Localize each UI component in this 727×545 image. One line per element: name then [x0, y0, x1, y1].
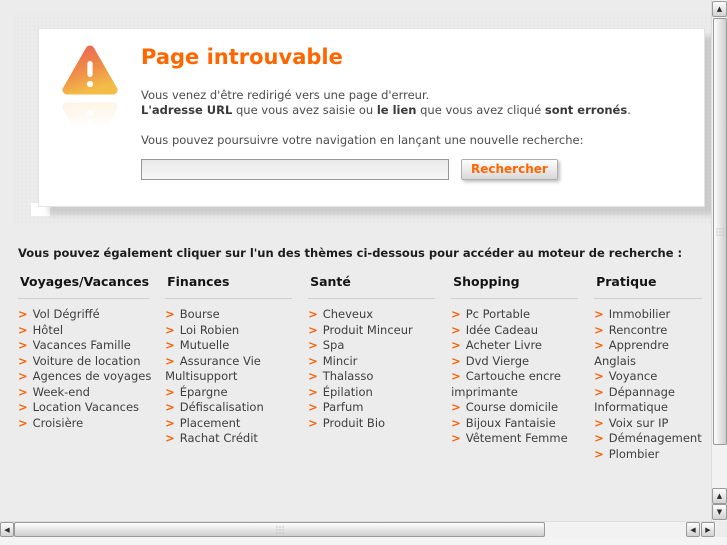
scrollbar-corner — [716, 521, 727, 537]
link-arrow-icon: > — [165, 322, 175, 337]
theme-link-label: Rencontre — [608, 322, 668, 337]
theme-link[interactable] — [308, 385, 441, 401]
warning-triangle-icon — [61, 44, 119, 144]
link-arrow-icon: > — [308, 415, 318, 430]
theme-link[interactable] — [18, 307, 155, 323]
theme-link-label: Spa — [322, 338, 345, 352]
bottom-strip — [0, 537, 727, 545]
reason-text-1: que vous avez saisie ou — [232, 103, 377, 117]
error-card — [38, 28, 705, 207]
vertical-scrollbar-thumb[interactable] — [713, 18, 727, 445]
theme-link[interactable] — [18, 369, 155, 385]
theme-link[interactable] — [165, 385, 298, 401]
theme-link[interactable] — [451, 369, 584, 400]
theme-link[interactable] — [308, 416, 441, 432]
theme-link[interactable] — [594, 369, 708, 385]
theme-link[interactable] — [451, 307, 584, 323]
reason-bold-link: le lien — [376, 103, 417, 117]
arrow-right-icon: ▶ — [705, 525, 711, 534]
theme-link-label: Cartouche encre imprimante — [451, 369, 561, 399]
theme-link[interactable] — [451, 416, 584, 432]
horizontal-scrollbar[interactable] — [0, 521, 716, 537]
link-arrow-icon: > — [308, 400, 318, 414]
theme-link[interactable] — [165, 307, 298, 323]
link-arrow-icon: > — [18, 415, 28, 430]
theme-link-label: Agences de voyages — [32, 369, 152, 383]
theme-link[interactable] — [594, 338, 708, 369]
link-arrow-icon: > — [451, 307, 461, 321]
theme-link[interactable] — [451, 338, 584, 354]
scroll-up-button-secondary[interactable] — [712, 488, 727, 504]
theme-link-list — [308, 307, 451, 431]
theme-link-label: Voix sur IP — [608, 415, 669, 430]
thumb-grip-icon — [275, 525, 284, 534]
scroll-up-button[interactable] — [712, 1, 727, 17]
theme-link-label: Défiscalisation — [179, 400, 264, 414]
reason-text-2: que vous avez cliqué — [416, 103, 545, 117]
scroll-down-button[interactable] — [712, 504, 727, 520]
arrow-up-icon: ▲ — [716, 5, 723, 13]
theme-link[interactable] — [18, 338, 155, 354]
theme-link[interactable] — [165, 416, 298, 432]
theme-link-label: Produit Bio — [322, 415, 386, 430]
theme-link[interactable] — [451, 354, 584, 370]
arrow-up-icon: ▲ — [716, 492, 723, 500]
arrow-left-icon: ◀ — [4, 525, 10, 534]
theme-column-title: Finances — [165, 272, 292, 299]
link-arrow-icon: > — [594, 384, 604, 399]
link-arrow-icon: > — [451, 353, 461, 368]
theme-link[interactable] — [165, 354, 298, 385]
theme-column-2 — [308, 272, 451, 462]
scroll-left-button-secondary[interactable] — [686, 522, 700, 537]
link-arrow-icon: > — [451, 415, 461, 430]
link-arrow-icon: > — [451, 369, 461, 383]
link-arrow-icon: > — [451, 431, 461, 445]
reason-bold-url: L'adresse URL — [141, 103, 233, 117]
theme-link-label: Location Vacances — [32, 400, 140, 414]
link-arrow-icon: > — [594, 369, 604, 383]
theme-link-label: Épilation — [322, 384, 373, 399]
arrow-left-icon: ◀ — [690, 525, 696, 534]
theme-link-label: Dvd Vierge — [465, 353, 530, 368]
theme-link[interactable] — [165, 338, 298, 354]
link-arrow-icon: > — [18, 400, 28, 414]
theme-link-list — [594, 307, 718, 462]
search-row — [141, 159, 558, 180]
continue-line: Vous pouvez poursuivre votre navigation en lançant une nouvelle recherche: — [141, 133, 584, 147]
theme-column-title: Voyages/Vacances — [18, 272, 149, 299]
theme-link[interactable] — [18, 400, 155, 416]
theme-link[interactable] — [18, 354, 155, 370]
theme-link-list — [165, 307, 308, 447]
search-input[interactable] — [141, 159, 449, 180]
theme-link-label: Produit Minceur — [322, 322, 413, 337]
link-arrow-icon: > — [18, 384, 28, 399]
link-arrow-icon: > — [18, 369, 28, 383]
theme-link-label: Week-end — [32, 384, 90, 399]
link-arrow-icon: > — [451, 322, 461, 337]
link-arrow-icon: > — [165, 384, 175, 399]
theme-link-label: Mincir — [322, 353, 358, 368]
theme-column-title: Shopping — [451, 272, 578, 299]
theme-link-label: Plombier — [608, 446, 660, 461]
link-arrow-icon: > — [594, 431, 604, 445]
theme-link-label: Immobilier — [608, 307, 671, 321]
theme-link-label: Déménagement — [608, 431, 702, 445]
theme-link[interactable] — [18, 323, 155, 339]
theme-link-label: Vêtement Femme — [465, 431, 568, 445]
theme-link-label: Voyance — [608, 369, 658, 383]
themes-intro: Vous pouvez également cliquer sur l'un des thèmes ci-dessous pour accéder au moteur de recherche : — [18, 246, 683, 260]
theme-link-label: Hôtel — [32, 322, 64, 337]
theme-link[interactable] — [165, 400, 298, 416]
vertical-scrollbar[interactable] — [711, 0, 727, 521]
reason-text-3: . — [627, 103, 631, 117]
link-arrow-icon: > — [308, 338, 318, 352]
theme-link-label: Cheveux — [322, 307, 374, 321]
theme-link-label: Acheter Livre — [465, 338, 543, 352]
theme-link-label: Pc Portable — [465, 307, 531, 321]
link-arrow-icon: > — [165, 338, 175, 352]
link-arrow-icon: > — [594, 338, 604, 352]
theme-link-label: Rachat Crédit — [179, 431, 258, 445]
theme-link[interactable] — [451, 323, 584, 339]
theme-link[interactable] — [594, 323, 708, 339]
theme-link[interactable] — [18, 385, 155, 401]
link-arrow-icon: > — [18, 307, 28, 321]
theme-link[interactable] — [165, 431, 298, 447]
warning-triangle-graphic — [61, 44, 119, 96]
link-arrow-icon: > — [308, 369, 318, 383]
arrow-down-icon: ▼ — [716, 508, 723, 516]
page-title: Page introuvable — [141, 45, 343, 69]
link-arrow-icon: > — [165, 353, 175, 368]
theme-link[interactable] — [594, 307, 708, 323]
link-arrow-icon: > — [308, 322, 318, 337]
scroll-left-button[interactable] — [0, 522, 14, 537]
theme-link-label: Bijoux Fantaisie — [465, 415, 556, 430]
theme-link[interactable] — [594, 385, 708, 416]
theme-column-1 — [165, 272, 308, 462]
reason-bold-wrong: sont erronés — [544, 103, 628, 117]
theme-link-label: Apprendre Anglais — [594, 338, 669, 368]
link-arrow-icon: > — [165, 415, 175, 430]
theme-link-label: Bourse — [179, 307, 220, 321]
redirect-line: Vous venez d'être redirigé vers une page d'erreur. — [141, 88, 430, 102]
theme-columns — [18, 272, 718, 462]
theme-link-label: Loi Robien — [179, 322, 240, 337]
theme-link[interactable] — [308, 323, 441, 339]
theme-link[interactable] — [451, 400, 584, 416]
warning-triangle-reflection — [61, 97, 119, 153]
theme-column-title: Pratique — [594, 272, 702, 299]
theme-column-0 — [18, 272, 165, 462]
theme-link-label: Dépannage Informatique — [594, 384, 676, 414]
link-arrow-icon: > — [451, 338, 461, 352]
error-message — [141, 88, 631, 118]
scroll-right-button[interactable] — [701, 522, 715, 537]
link-arrow-icon: > — [594, 322, 604, 337]
link-arrow-icon: > — [18, 338, 28, 352]
theme-link[interactable] — [308, 400, 441, 416]
link-arrow-icon: > — [594, 415, 604, 430]
link-arrow-icon: > — [165, 431, 175, 445]
theme-link-list — [451, 307, 594, 447]
link-arrow-icon: > — [308, 307, 318, 321]
theme-link[interactable] — [18, 416, 155, 432]
theme-link-list — [18, 307, 165, 431]
theme-link-label: Thalasso — [322, 369, 374, 383]
theme-link[interactable] — [308, 307, 441, 323]
theme-link[interactable] — [308, 338, 441, 354]
theme-link[interactable] — [594, 431, 708, 447]
theme-link[interactable] — [308, 354, 441, 370]
link-arrow-icon: > — [18, 353, 28, 368]
theme-link-label: Épargne — [179, 384, 228, 399]
theme-link-label: Vol Dégriffé — [32, 307, 100, 321]
theme-link-label: Course domicile — [465, 400, 559, 414]
theme-link-label: Croisière — [32, 415, 84, 430]
theme-link[interactable] — [451, 431, 584, 447]
theme-column-title: Santé — [308, 272, 435, 299]
theme-link-label: Vacances Famille — [32, 338, 131, 352]
theme-link[interactable] — [594, 416, 708, 432]
link-arrow-icon: > — [594, 307, 604, 321]
theme-link-label: Assurance Vie Multisupport — [165, 353, 261, 383]
link-arrow-icon: > — [165, 400, 175, 414]
link-arrow-icon: > — [451, 400, 461, 414]
theme-link[interactable] — [165, 323, 298, 339]
horizontal-scrollbar-thumb[interactable] — [14, 522, 545, 537]
link-arrow-icon: > — [594, 446, 604, 461]
thumb-grip-icon — [716, 227, 725, 236]
theme-link[interactable] — [594, 447, 708, 463]
link-arrow-icon: > — [308, 353, 318, 368]
theme-link-label: Parfum — [322, 400, 364, 414]
search-button[interactable]: Rechercher — [461, 159, 558, 180]
link-arrow-icon: > — [308, 384, 318, 399]
theme-link-label: Placement — [179, 415, 241, 430]
link-arrow-icon: > — [165, 307, 175, 321]
link-arrow-icon: > — [18, 322, 28, 337]
theme-link-label: Voiture de location — [32, 353, 141, 368]
theme-column-3 — [451, 272, 594, 462]
theme-column-4 — [594, 272, 718, 462]
theme-link-label: Idée Cadeau — [465, 322, 539, 337]
theme-link[interactable] — [308, 369, 441, 385]
theme-link-label: Mutuelle — [179, 338, 230, 352]
